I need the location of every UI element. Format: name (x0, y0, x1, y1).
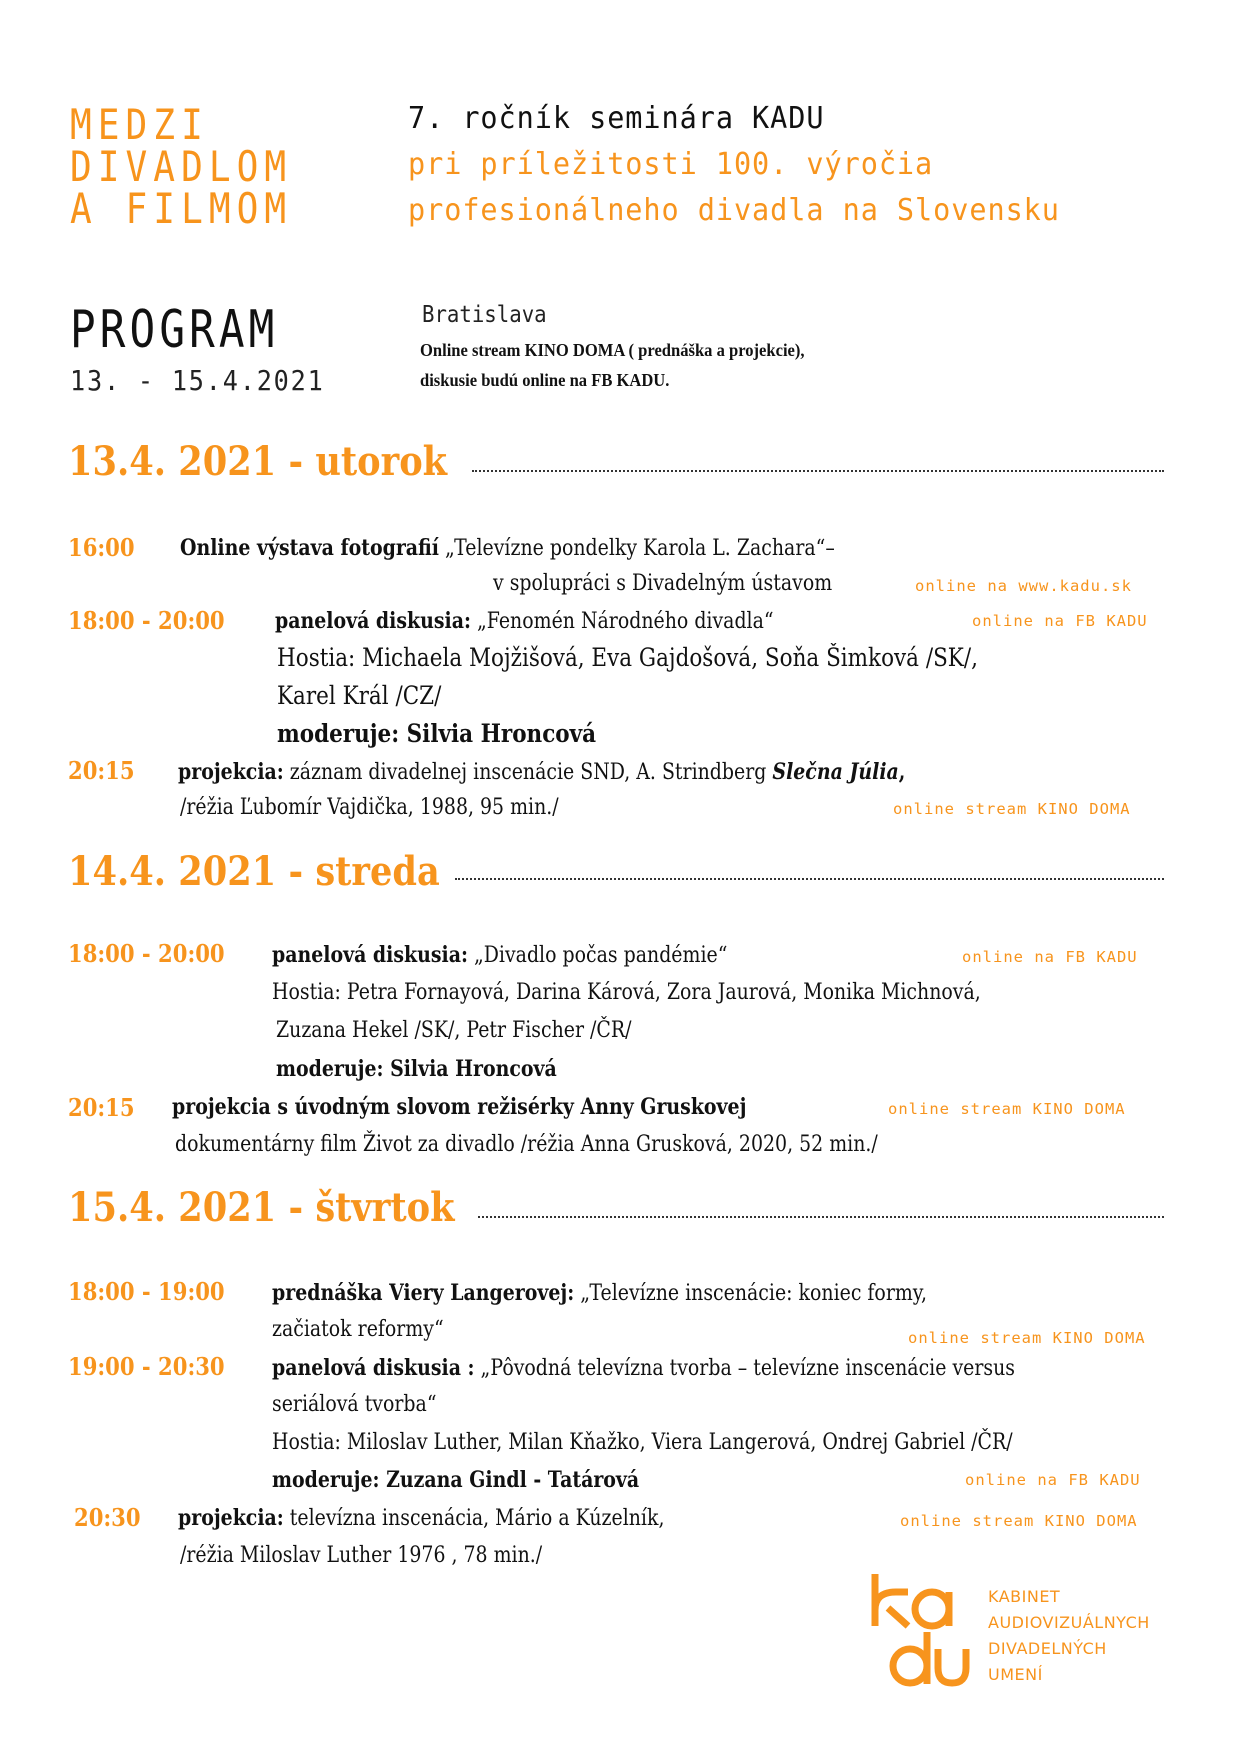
event-label: Online výstava fotografií (180, 535, 439, 561)
stream-tag: online stream KINO DOMA (900, 1512, 1138, 1530)
subtitle-edition: 7. ročník seminára KADU (408, 101, 825, 136)
event-label: panelová diskusia : (272, 1355, 475, 1381)
logo-line: DIVADELNÝCH (988, 1639, 1107, 1658)
stream-tag: online stream KINO DOMA (888, 1100, 1126, 1118)
stream-tag: online na FB KADU (972, 612, 1148, 630)
event-line (272, 1280, 927, 1306)
subtitle-occasion-2: profesionálneho divadla na Slovensku (408, 193, 1060, 228)
kadu-logo (868, 1570, 1168, 1690)
play-title: Slečna Júlia (772, 759, 899, 785)
event-text-2: /réžia Miloslav Luther 1976 , 78 min./ (180, 1543, 543, 1568)
event-time: 18:00 - 20:00 (68, 606, 225, 635)
event-line (272, 1355, 1015, 1381)
event-moderator: moderuje: Silvia Hroncová (277, 719, 597, 748)
event-text-2: seriálová tvorba“ (272, 1392, 437, 1417)
kadu-logo-mark-icon (868, 1570, 988, 1690)
logo-line: UMENÍ (988, 1665, 1043, 1684)
program-city: Bratislava (422, 302, 547, 328)
event-label: panelová diskusia: (275, 608, 471, 634)
event-guests: Hostia: Miloslav Luther, Milan Kňažko, Viera Langerová, Ondrej Gabriel /ČR/ (272, 1430, 1013, 1455)
event-label: projekcia: (178, 1505, 284, 1531)
stream-tag: online na FB KADU (962, 948, 1138, 966)
event-text-2: v spolupráci s Divadelným ústavom (493, 571, 833, 596)
event-line (272, 942, 727, 968)
day-heading-1: 13.4. 2021 - utorok (68, 438, 448, 485)
day-heading-3: 15.4. 2021 - štvrtok (68, 1184, 455, 1231)
event-text-2: /réžia Ľubomír Vajdička, 1988, 95 min./ (180, 795, 559, 820)
event-line (275, 608, 774, 634)
event-title (70, 100, 293, 233)
event-time: 19:00 - 20:30 (68, 1352, 225, 1381)
event-guests: Hostia: Michaela Mojžišová, Eva Gajdošová, Soňa Šimková /SK/, (277, 643, 978, 672)
event-text: „Divadlo počas pandémie“ (467, 943, 728, 968)
event-label: projekcia: (178, 759, 284, 785)
event-line (178, 759, 905, 785)
event-label: projekcia s úvodným slovom režisérky Anny Gruskovej (172, 1094, 747, 1120)
program-title: PROGRAM (70, 300, 279, 360)
event-guests-2: Zuzana Hekel /SK/, Petr Fischer /ČR/ (276, 1018, 632, 1043)
program-info-2: diskusie budú online na FB KADU. (420, 370, 670, 390)
event-time: 20:30 (74, 1503, 141, 1532)
day-heading-2: 14.4. 2021 - streda (68, 848, 440, 895)
event-text: záznam divadelnej inscenácie SND, A. Strindberg (283, 760, 773, 785)
stream-tag: online stream KINO DOMA (908, 1329, 1146, 1347)
event-time: 18:00 - 19:00 (68, 1277, 225, 1306)
event-line (178, 1505, 664, 1531)
kadu-logo-text (988, 1584, 1150, 1688)
punctuation: , (898, 759, 906, 785)
event-time: 18:00 - 20:00 (68, 939, 225, 968)
title-line-2: DIVADLOM (70, 142, 293, 191)
event-label: prednáška Viery Langerovej: (272, 1280, 575, 1306)
stream-tag: online na www.kadu.sk (915, 577, 1132, 595)
event-text: „Pôvodná televízna tvorba – televízne inscenácie versus (474, 1356, 1015, 1381)
logo-line: AUDIOVIZUÁLNYCH (988, 1613, 1150, 1632)
event-time: 20:15 (68, 756, 135, 785)
title-line-1: MEDZI (70, 100, 209, 149)
event-line (180, 535, 835, 561)
program-info-1: Online stream KINO DOMA ( prednáška a projekcie), (420, 340, 805, 360)
event-moderator: moderuje: Zuzana Gindl - Tatárová (272, 1467, 640, 1493)
dotted-divider (455, 878, 1164, 880)
event-guests-2: Karel Král /CZ/ (277, 681, 442, 710)
program-dates: 13. - 15.4.2021 (70, 364, 325, 397)
event-guests: Hostia: Petra Fornayová, Darina Kárová, Zora Jaurová, Monika Michnová, (272, 980, 981, 1005)
dotted-divider (478, 1216, 1164, 1218)
logo-line: KABINET (988, 1587, 1061, 1606)
event-label: panelová diskusia: (272, 942, 468, 968)
event-moderator: moderuje: Silvia Hroncová (276, 1056, 557, 1082)
dotted-divider (472, 470, 1164, 472)
event-text: televízna inscenácia, Mário a Kúzelník, (283, 1506, 665, 1531)
event-text: „Fenomén Národného divadla“ (470, 609, 774, 634)
event-text: „Televízne inscenácie: koniec formy, (574, 1281, 927, 1306)
stream-tag: online na FB KADU (965, 1471, 1141, 1489)
stream-tag: online stream KINO DOMA (893, 800, 1131, 818)
event-text-2: dokumentárny film Život za divadlo /réžia Anna Grusková, 2020, 52 min./ (175, 1132, 878, 1157)
subtitle-occasion: pri príležitosti 100. výročia (408, 147, 934, 182)
event-text: „Televízne pondelky Karola L. Zachara“– (438, 536, 835, 561)
event-time: 16:00 (68, 533, 135, 562)
event-text-2: začiatok reformy“ (272, 1317, 444, 1342)
title-line-3: A FILMOM (70, 184, 293, 233)
event-time: 20:15 (68, 1093, 135, 1122)
